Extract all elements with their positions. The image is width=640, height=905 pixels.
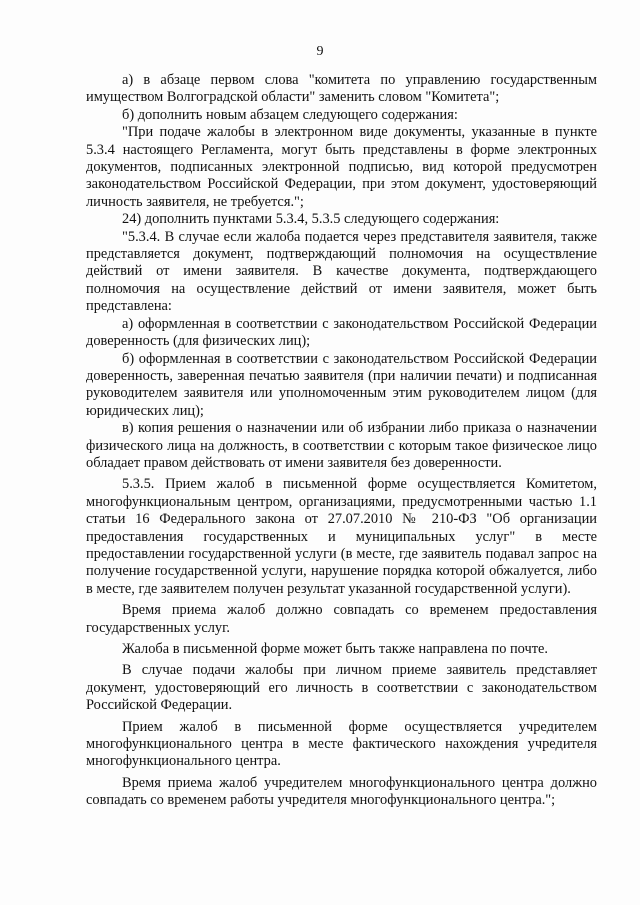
paragraph-personal-reception: В случае подачи жалобы при личном приеме заявитель представляет документ, удостоверяющий его личность в соответствии с законодательством Российской Федерации. bbox=[86, 662, 597, 714]
paragraph-amendment-b: б) дополнить новым абзацем следующего содержания: bbox=[122, 106, 458, 123]
paragraph-electronic-submission: "При подаче жалобы в электронном виде документы, указанные в пункте 5.3.4 настоящего Регламента, могут быть представлены в форме электронных документов, подписанных электронной подписью, вид которой предусмотрен законодательством Российской Федерации, при этом документ, удостоверяющий личность заявителя, не требуется."; bbox=[86, 124, 597, 210]
paragraph-reception-time: Время приема жалоб должно совпадать со временем предоставления государственных услуг. bbox=[86, 602, 597, 636]
paragraph-5-3-5: 5.3.5. Прием жалоб в письменной форме осуществляется Комитетом, многофункциональным центром, организациями, предусмотренными частью 1.1 статьи 16 Федерального закона от 27.07.2010 № 210-ФЗ "Об организации предоставления государственных и муниципальных услуг" в месте предоставлении государственной услуги (в месте, где заявитель подавал запрос на получение государственной услуги, нарушение порядка которой обжалуется, либо в месте, где заявителем получен результат указанной государственной услуги). bbox=[86, 476, 597, 597]
paragraph-5-3-4-b: б) оформленная в соответствии с законодательством Российской Федерации доверенность, заверенная печатью заявителя (при наличии печати) и подписанная руководителем заявителя или уполномоченным этим руководителем лицом (для юридических лиц); bbox=[86, 350, 597, 419]
paragraph-5-3-4-c: в) копия решения о назначении или об избрании либо приказа о назначении физического лица на должность, в соответствии с которым такое физическое лицо обладает правом действовать от имени заявителя без доверенности. bbox=[86, 420, 597, 471]
page-number: 9 bbox=[316, 44, 324, 59]
paragraph-founder-reception: Прием жалоб в письменной форме осуществляется учредителем многофункционального центра в месте фактического нахождения учредителя многофункционального центра. bbox=[86, 718, 597, 770]
paragraph-amendment-a: а) в абзаце первом слова "комитета по управлению государственным имуществом Волгоградской области" заменить словом "Комитета"; bbox=[86, 72, 597, 106]
paragraph-5-3-4: "5.3.4. В случае если жалоба подается через представителя заявителя, также представляется документ, подтверждающий полномочия на осуществление действий от имени заявителя. В качестве документа, подтверждающего полномочия на осуществление действий от имени заявителя, может быть представлена: bbox=[86, 228, 597, 315]
paragraph-postal-submission: Жалоба в письменной форме может быть также направлена по почте. bbox=[122, 641, 549, 657]
document-body bbox=[86, 72, 597, 810]
paragraph-5-3-4-a: а) оформленная в соответствии с законодательством Российской Федерации доверенность (для физических лиц); bbox=[86, 315, 597, 350]
paragraph-item-24: 24) дополнить пунктами 5.3.4, 5.3.5 следующего содержания: bbox=[122, 211, 500, 228]
paragraph-founder-time: Время приема жалоб учредителем многофункционального центра должно совпадать со временем работы учредителя многофункционального центра."; bbox=[86, 774, 597, 809]
